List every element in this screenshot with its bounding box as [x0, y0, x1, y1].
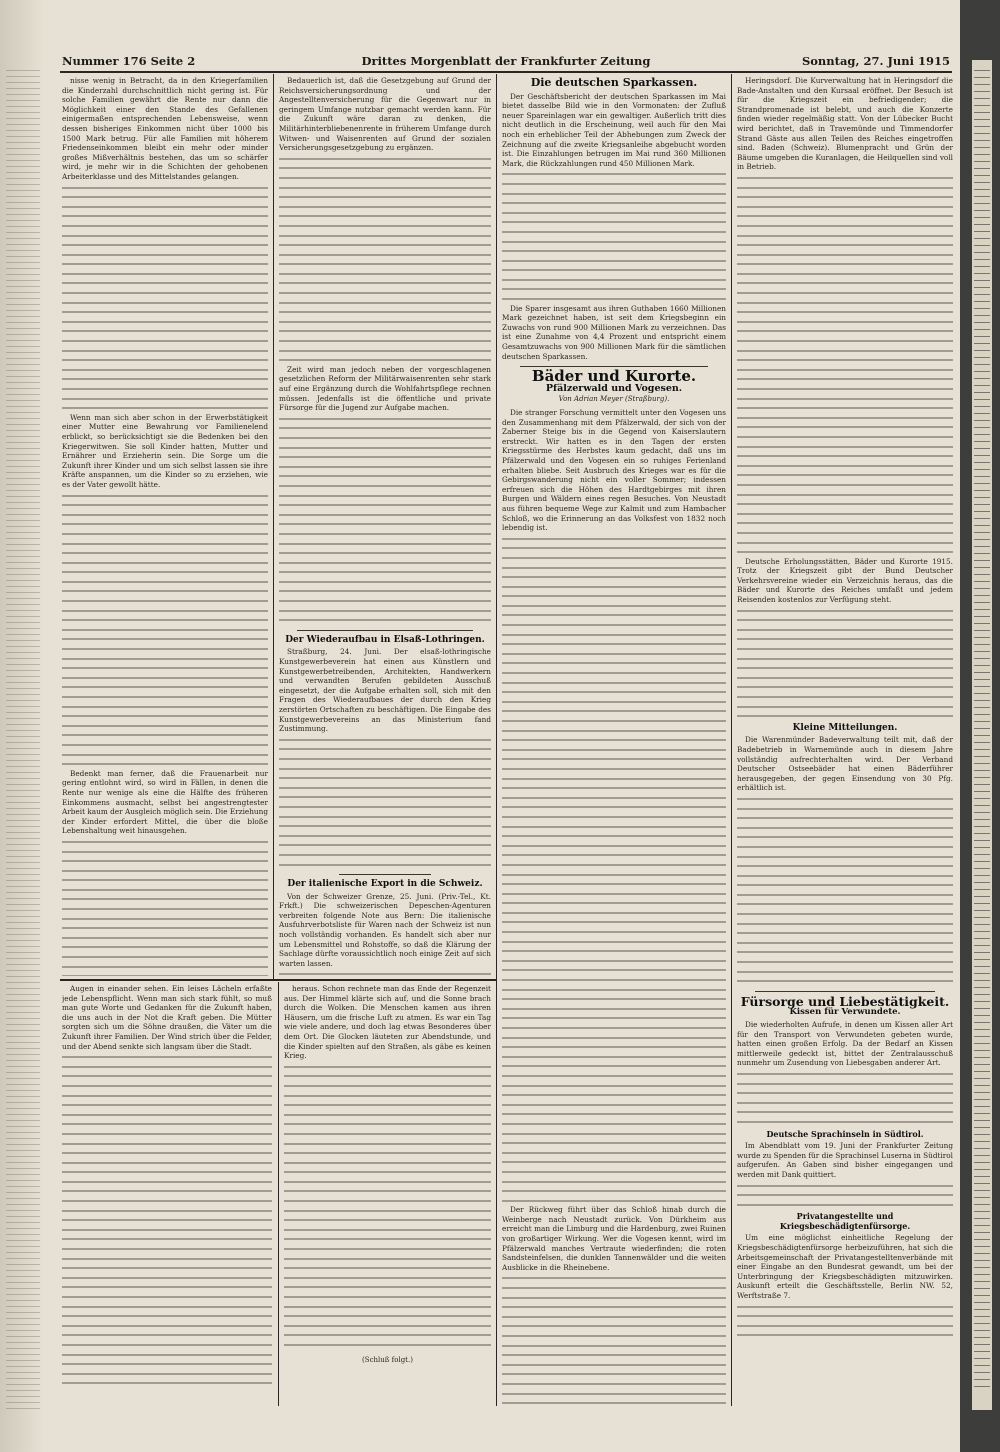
- feuilleton-text-2: heraus. Schon rechnete man das Ende der Regenzeit aus. Der Himmel klärte sich auf, und die Sonne brach durch die Wolken. Die Menschen kamen aus ihren Häusern, um die frische Luft zu atmen. Es war ein Tag wie viele andere, und doch lag etwas Besonderes über dem Ort. Die Glocken läuteten zur Abendstunde, und die Kinder spielten auf den Straßen, als gäbe es keinen Krieg.: [284, 984, 491, 1061]
- subsection-text-sprachinseln: Im Abendblatt vom 19. Juni der Frankfurter Zeitung wurde zu Spenden für die Sprachinsel Luserna in Südtirol aufgerufen. An Gaben sind bisher eingegangen und werden mit Dank quittiert.: [737, 1141, 953, 1179]
- article-subtitle-pfaelzerwald: Pfälzerwald und Vogesen.: [545, 382, 683, 394]
- continued-notice: (Schluß folgt.): [362, 1355, 413, 1364]
- article-subtitle-kissen: Kissen für Verwundete.: [789, 1007, 901, 1018]
- header-date: Sonntag, 27. Juni 1915: [801, 54, 950, 68]
- article-title-sparkassen: Die deutschen Sparkassen.: [530, 76, 698, 89]
- header-issue: Nummer 176 Seite 2: [62, 54, 196, 68]
- col4-section-text: Die wiederholten Aufrufe, in denen um Kissen aller Art für den Transport von Verwundeten gebeten wurde, hatten einen großen Erfolg. Da der Bedarf an Kissen mittlerweile gedeckt ist, bittet der Zentralausschuß nunmehr um Zusendung von Liebesgaben anderer Art.: [737, 1020, 953, 1068]
- column-rule-1: [273, 74, 274, 979]
- article-title-fuersorge: Fürsorge und Liebestätigkeit.: [740, 993, 950, 1009]
- feuilleton-text-1: Augen in einander sehen. Ein leises Lächeln erfaßte jede Lebenspflicht. Wenn man sich stark fühlt, so muß man gute Worte und Gedanken für die Zukunft haben, die uns auch in der Not die Kraft geben. Die Mütter sorgten sich um die Söhne draußen, die Väter um die Zukunft ihrer Familien. Der Wind strich über die Felder, und der Abend senkte sich langsam über die Stadt.: [62, 984, 272, 1051]
- col1-text-top: nisse wenig in Betracht, da in den Kriegerfamilien die Kinderzahl durchschnittlich nicht gering ist. Für solche Familien gewährt die Rente nur dann die Möglichkeit einer den Stande des Gefallenen einigermaßen entsprechenden Lebensweise, wenn dessen bisheriges Einkommen nicht über 1000 bis 1500 Mark betrug. Für alle Familien mit höherem Friedenseinkommen bleibt ein mehr oder minder großes Mißverhältnis bestehen, das um so schärfer wird, je mehr wir in die Schichten der gehobenen Arbeiterklasse und des Mittelstandes gelangen.: [62, 76, 268, 181]
- next-page-edge: [972, 60, 992, 1410]
- section-divider: [297, 630, 473, 631]
- subsection-text-privatangestellte: Um eine möglichst einheitliche Regelung der Kriegsbeschädigtenfürsorge herbeizuführen, hat sich die Arbeitsgemeinschaft der Privatangestelltenverbände mit einer Eingabe an den Bundesrat gewandt, um bei der Unterbringung der Kriegsbeschädigten mitzuwirken. Auskunft erteilt die Geschäftsstelle, Berlin NW. 52, Werftstraße 7.: [737, 1233, 953, 1301]
- section-divider: [755, 991, 935, 992]
- col4-text-mid: Deutsche Erholungsstätten, Bäder und Kurorte 1915. Trotz der Kriegszeit gibt der Bund Deutscher Verkehrsvereine wieder ein Verzeichnis heraus, das die Bäder und Kurorte des Reiches umfaßt und jedem Reisenden kostenlos zur Verfügung steht.: [737, 556, 953, 605]
- section-text-wiederaufbau: Straßburg, 24. Juni. Der elsaß-lothringische Kunstgewerbeverein hat einen aus Künstlern und Kunstgewerbetreibenden, Architekten, Handwerkern und verwandten Berufen gebildeten Ausschuß eingesetzt, der die Aufgabe erhalten soll, sich mit den Fragen des Wiederaufbaues der durch den Krieg zerstörten Ortschaften zu beschäftigen. Die Eingabe des Kunstgewerbevereins an das Ministerium fand Zustimmung.: [279, 647, 491, 734]
- left-page-gutter: [0, 0, 44, 1452]
- col3-bottom-text: Der Rückweg führt über das Schloß hinab durch die Weinberge nach Neustadt zurück. Von Dürkheim aus erreicht man die Limburg und die Hardenburg, zwei Ruinen von großartiger Wirkung. Wer die Vogesen kennt, wird im Pfälzerwald manches Vertraute wiederfinden; die roten Sandsteinfelsen, die dunklen Tannenwälder und die weiten Ausblicke in die Rheinebene.: [502, 1205, 726, 1272]
- article-title-baeder: Bäder und Kurorte.: [531, 367, 697, 386]
- section-divider: [339, 874, 431, 875]
- col3-section-text: Die stranger Forschung vermittelt unter den Vogesen uns den Zusammenhang mit dem Pfälzerwald, der sich von der Zaberner Steige bis in die Gegend von Kaiserslautern erstreckt. Wir hatten es in den Tagen der ersten Kriegsstürme des Herbstes kaum gedacht, daß uns im Pfälzerwald und den Vogesen ein so ruhiges Ferienland erhalten bliebe. Seit Ausbruch des Krieges war es für die Gebirgswanderung nicht ein voller Sommer; indessen erfreuen sich die Höhen des Hardtgebirges mit ihren Burgen und Wäldern eines regen Besuches. Von Neustadt aus führen bequeme Wege zur Kalmit und zum Hambacher Schloß, wo die Erinnerung an das Volksfest von 1832 noch lebendig ist.: [502, 408, 726, 533]
- page-header: [62, 54, 950, 70]
- column-3: [502, 76, 726, 1404]
- feuilleton-column-2: [284, 984, 491, 1404]
- col4-text-mid2: Die Warenmünder Badeverwaltung teilt mit, daß der Badebetrieb in Warnemünde auch in diesem Jahre vollständig aufrechterhalten wird. Der Verband Deutscher Ostseebäder hat einen Bäderführer herausgegeben, der gegen Einsendung von 30 Pfg. erhältlich ist.: [737, 735, 953, 793]
- col2-text-top: Bedauerlich ist, daß die Gesetzgebung auf Grund der Reichsversicherungsordnung und der Angestelltenversicherung für die Gegenwart nur in geringem Umfange nutzbar gemacht werden kann. Für die Zukunft wäre daran zu denken, die Militärhinterbliebenenrente in früherem Umfange durch Witwen- und Waisenrenten auf Grund der sozialen Versicherungsgesetzgebung zu ergänzen.: [279, 76, 491, 153]
- right-dark-strip: [960, 0, 1000, 1452]
- feuilleton-rule: [60, 979, 496, 981]
- column-rule-2: [496, 74, 497, 1406]
- col4-text-top: Heringsdorf. Die Kurverwaltung hat in Heringsdorf die Bade-Anstalten und den Kursaal eröffnet. Der Besuch ist für die Kriegszeit ein befriedigender; die Strandpromenade ist belebt, und auch die Konzerte finden wieder regelmäßig statt. Von der Lübecker Bucht wird berichtet, daß in Travemünde und Timmendorfer Strand Gäste aus allen Teilen des Reiches eingetroffen sind. Baden (Schweiz). Blumenpracht und Grün der Bäume umgeben die Kuranlagen, die Heilquellen sind voll in Betrieb.: [737, 76, 953, 172]
- article-byline: Von Adrian Meyer (Straßburg).: [558, 395, 670, 404]
- col2-text-mid: Zeit wird man jedoch neben der vorgeschlagenen gesetzlichen Reform der Militärwaisenrenten sehr stark auf eine Ergänzung durch die Wohlfahrtspflege rechnen müssen. Jedenfalls ist die öffentliche und private Fürsorge für die Jugend zur Aufgabe machen.: [279, 364, 491, 413]
- bottom-column-rule: [278, 982, 279, 1406]
- col3-text-mid: Die Sparer insgesamt aus ihren Guthaben 1660 Millionen Mark gezeichnet haben, ist seit dem Kriegsbeginn ein Zuwachs von rund 900 Millionen Mark zu verzeichnen. Das ist eine Zunahme von 4,4 Prozent und entspricht einem Gesamtzuwachs von 900 Millionen Mark für die sämtlichen deutschen Sparkassen.: [502, 303, 726, 361]
- subsection-title-privatangestellte: Privatangestellte und Kriegsbeschädigtenfürsorge.: [779, 1211, 911, 1231]
- column-4: [737, 76, 953, 1404]
- col1-text-mid: Wenn man sich aber schon in der Erwerbstätigkeit einer Mutter eine Bewahrung vor Familienelend erblickt, so berücksichtigt sie die Bedenken bei den Kriegerwitwen. Sie soll Kinder hatten, Mutter und Ernährer und Erzieherin sein. Die Sorge um die Zukunft ihrer Kinder und um sich selbst lassen sie ihre Kräfte anspannen, um die Kinder so zu erziehen, wie es der Vater gewollt hätte.: [62, 412, 268, 489]
- section-title-wiederaufbau: Der Wiederaufbau in Elsaß-Lothringen.: [285, 634, 485, 645]
- section-text-export: Von der Schweizer Grenze, 25. Juni. (Priv.-Tel., Kt. Frkft.) Die schweizerischen Depeschen-Agenturen verbreiten folgende Note aus Bern: Die italienische Ausfuhrverbotsliste für Waren nach der Schweiz ist nun noch vollständig vorhanden. Es handelt sich aber nur um Lebensmittel und Rohstoffe, so daß die Klärung der Sachlage dürfte voraussichtlich noch einige Zeit auf sich warten lassen.: [279, 891, 491, 968]
- column-1: [62, 76, 268, 976]
- header-masthead: Drittes Morgenblatt der Frankfurter Zeitung: [361, 54, 651, 68]
- col1-text-bot: Bedenkt man ferner, daß die Frauenarbeit nur gering entlohnt wird, so wird in Fällen, in denen die Rente nur wenige als eine die Hälfte des früheren Einkommens ausmacht, selbst bei angestrengtester Arbeit kaum der Ausgleich möglich sein. Die Erziehung der Kinder erfordert Mittel, die über die bloße Lebenshaltung weit hinausgehen.: [62, 768, 268, 836]
- header-rule: [60, 71, 952, 73]
- column-rule-3: [731, 74, 732, 1406]
- feuilleton-column-1: [62, 984, 272, 1404]
- section-title-export: Der italienische Export in die Schweiz.: [287, 879, 483, 890]
- section-title-kleine-mitteilungen: Kleine Mitteilungen.: [792, 722, 898, 733]
- column-2: [279, 76, 491, 976]
- subsection-title-sprachinseln: Deutsche Sprachinseln in Südtirol.: [766, 1128, 924, 1139]
- col3-text-top: Der Geschäftsbericht der deutschen Sparkassen im Mai bietet dasselbe Bild wie in den Vormonaten: der Zufluß neuer Spareinlagen war ein gewaltiger. Außerlich tritt dies nicht deutlich in die Erscheinung, weil auch für den Mai noch ein erheblicher Teil der Abhebungen zum Zweck der Zeichnung auf die zweite Kriegsanleihe abgebucht worden ist. Die Einzahlungen betrugen im Mai rund 360 Millionen Mark, die Rückzahlungen rund 450 Millionen Mark.: [502, 91, 726, 168]
